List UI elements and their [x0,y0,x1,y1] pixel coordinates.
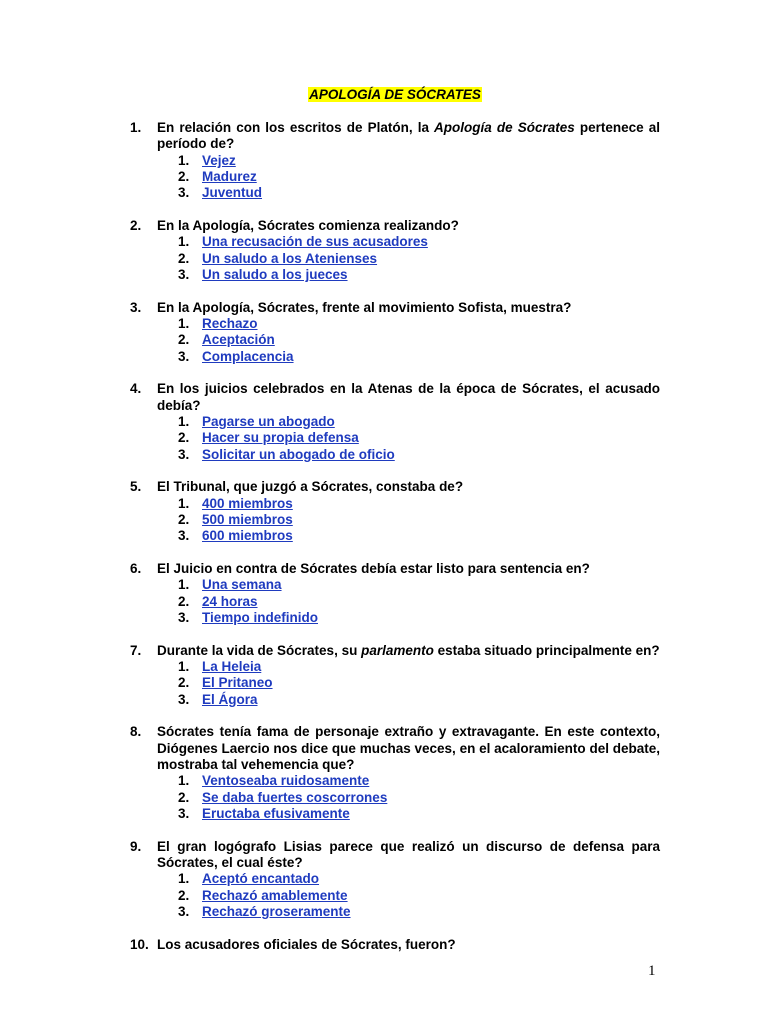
answer-item [178,267,660,283]
answer-number: 3. [178,185,190,201]
page-title [0,86,768,103]
answer-number: 1. [178,413,190,429]
answer-number: 1. [178,234,190,250]
answer-link[interactable]: Aceptó encantado [202,871,320,887]
answer-item [178,414,660,430]
question-item [130,218,660,283]
answer-link[interactable]: 24 horas [202,593,258,609]
question-item [130,561,660,626]
answer-number: 2. [178,250,190,266]
question-text-italic: Apología de Sócrates [434,120,575,135]
answer-item [178,790,660,806]
answer-link[interactable]: Eructaba efusivamente [202,805,350,821]
question-text-part: En los juicios celebrados en la Atenas de la época de Sócrates, el acusado debía? [157,381,660,413]
answer-number: 1. [178,152,190,168]
answer-number: 3. [178,609,190,625]
question-text-part: estaba situado principalmente en? [433,642,660,658]
answer-number: 3. [178,528,190,544]
question-item [130,839,660,920]
answer-link[interactable]: 600 miembros [202,528,293,544]
question-row [130,937,660,953]
question-text [157,724,660,773]
answer-item [178,675,660,691]
question-text-part: En relación con los escritos de Platón, la [157,120,435,135]
question-item [130,643,660,708]
answer-number: 1. [178,315,190,331]
answer-item [178,316,660,332]
answer-number: 2. [178,887,190,903]
question-text [157,381,660,414]
question-text [157,300,660,316]
answer-item [178,692,660,708]
answer-item [178,349,660,365]
answer-number: 2. [178,675,190,691]
question-text-part: En la Apología, Sócrates comienza realizando? [157,217,459,233]
answer-list [130,577,660,626]
answer-item [178,594,660,610]
answer-link[interactable]: Ventoseaba ruidosamente [202,773,370,789]
question-row [130,724,660,773]
question-number: 9. [130,838,142,854]
answer-item [178,773,660,789]
answer-item [178,447,660,463]
answer-number: 3. [178,446,190,462]
question-list [130,120,660,969]
question-number: 6. [130,561,142,577]
answer-item [178,430,660,446]
question-number: 1. [130,120,142,135]
answer-list [130,316,660,365]
question-number: 4. [130,381,142,397]
answer-link[interactable]: Una semana [202,577,282,593]
answer-number: 1. [178,773,190,789]
answer-item [178,169,660,185]
answer-item [178,496,660,512]
answer-link[interactable]: Rechazo [202,315,258,331]
answer-item [178,332,660,348]
question-text-part: En la Apología, Sócrates, frente al movimiento Sofista, muestra? [157,299,572,315]
answer-link[interactable]: Se daba fuertes coscorrones [202,789,388,805]
answer-list [130,871,660,920]
answer-link[interactable]: Rechazó amablemente [202,887,348,903]
answer-link[interactable]: El Ágora [202,691,258,707]
question-row [130,218,660,234]
question-row [130,561,660,577]
answer-list [130,414,660,463]
answer-link[interactable]: Aceptación [202,332,275,348]
answer-link[interactable]: Vejez [202,152,236,168]
answer-item [178,904,660,920]
question-row [130,643,660,659]
question-row [130,479,660,495]
question-item [130,381,660,462]
answer-number: 2. [178,511,190,527]
question-text [157,218,660,234]
answer-link[interactable]: Una recusación de sus acusadores [202,234,428,250]
question-row [130,120,660,153]
answer-number: 1. [178,495,190,511]
question-text-part: pertenece al período de? [157,120,660,152]
question-item [130,300,660,365]
answer-list [130,496,660,545]
question-text-part: Durante la vida de Sócrates, su [157,642,362,658]
answer-number: 2. [178,168,190,184]
answer-item [178,577,660,593]
answer-number: 3. [178,348,190,364]
question-text-part: Sócrates tenía fama de personaje extraño y extravagante. En este contexto, Diógenes Laercio nos dice que muchas veces, en el acaloramiento del debate, mostraba tal vehemencia que? [157,724,660,772]
answer-number: 3. [178,266,190,282]
question-text [157,839,660,872]
answer-list [130,659,660,708]
question-text-part: El Tribunal, que juzgó a Sócrates, constaba de? [157,479,464,495]
answer-list [130,234,660,283]
page-number: 1 [648,963,656,979]
answer-number: 2. [178,789,190,805]
answer-link[interactable]: Hacer su propia defensa [202,430,359,446]
question-number: 7. [130,642,142,658]
question-row [130,381,660,414]
question-number: 10. [130,936,149,952]
answer-item [178,153,660,169]
answer-item [178,659,660,675]
answer-number: 2. [178,430,190,446]
question-number: 5. [130,479,142,495]
answer-link[interactable]: Un saludo a los jueces [202,266,348,282]
answer-item [178,610,660,626]
answer-link[interactable]: Complacencia [202,348,294,364]
answer-number: 3. [178,903,190,919]
answer-list [130,773,660,822]
question-text [157,120,660,153]
answer-link[interactable]: La Heleia [202,659,262,675]
question-text-part: El gran logógrafo Lisias parece que realizó un discurso de defensa para Sócrates, el cual éste? [157,838,660,870]
answer-link[interactable]: Solicitar un abogado de oficio [202,446,395,462]
question-item [130,724,660,822]
answer-link[interactable]: Pagarse un abogado [202,413,335,429]
answer-number: 1. [178,577,190,593]
answer-number: 3. [178,805,190,821]
answer-link[interactable]: Rechazó groseramente [202,903,351,919]
question-text-italic: parlamento [361,642,434,658]
answer-item [178,185,660,201]
question-row [130,300,660,316]
question-text-part: Los acusadores oficiales de Sócrates, fueron? [157,936,456,952]
answer-item [178,234,660,250]
answer-number: 1. [178,659,190,675]
answer-item [178,528,660,544]
question-text [157,479,660,495]
answer-link[interactable]: 500 miembros [202,511,293,527]
question-row [130,839,660,872]
answer-number: 1. [178,871,190,887]
answer-number: 3. [178,691,190,707]
answer-number: 2. [178,593,190,609]
answer-item [178,888,660,904]
answer-item [178,806,660,822]
answer-list [130,153,660,202]
question-number: 3. [130,299,142,315]
question-text-part: El Juicio en contra de Sócrates debía estar listo para sentencia en? [157,561,590,577]
answer-item [178,512,660,528]
question-text [157,937,660,953]
answer-link[interactable]: Juventud [202,185,263,201]
answer-link[interactable]: 400 miembros [202,495,293,511]
answer-link[interactable]: El Pritaneo [202,675,273,691]
answer-item [178,871,660,887]
page-title-text: APOLOGÍA DE SÓCRATES [309,87,481,102]
answer-number: 2. [178,332,190,348]
answer-link[interactable]: Tiempo indefinido [202,609,318,625]
answer-item [178,251,660,267]
question-number: 8. [130,724,142,740]
answer-link[interactable]: Un saludo a los Atenienses [202,250,378,266]
answer-link[interactable]: Madurez [202,168,257,184]
question-item [130,937,660,953]
question-text [157,561,660,577]
question-text [157,643,660,659]
question-item [130,479,660,544]
question-item [130,120,660,201]
question-number: 2. [130,217,142,233]
